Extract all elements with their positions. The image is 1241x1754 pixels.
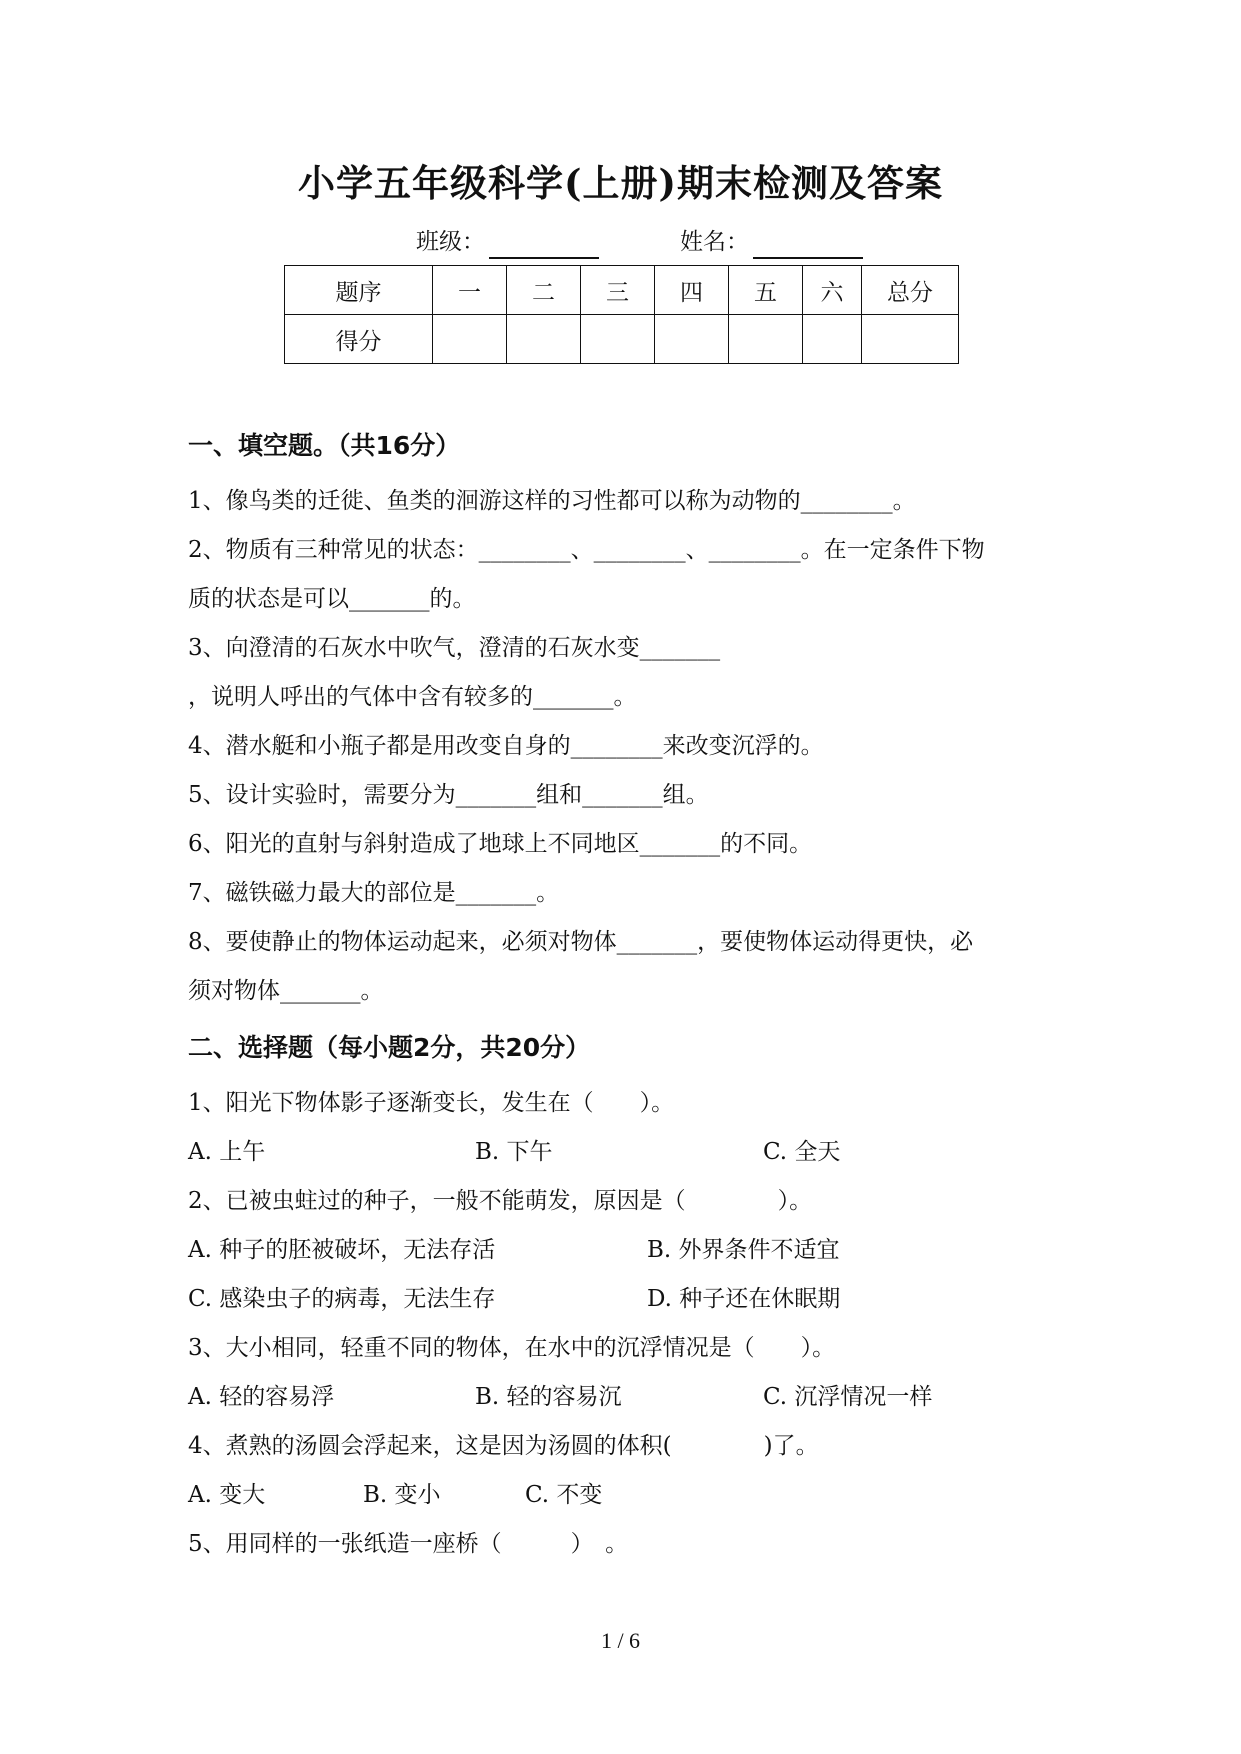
score-header-cell: 题序 <box>285 266 433 315</box>
name-label: 姓名： <box>680 229 749 255</box>
class-field <box>416 225 599 259</box>
choice-option: B. 外界条件不适宜 <box>647 1237 840 1263</box>
choice-option: A. 上午 <box>188 1139 266 1165</box>
question-stem: 1、阳光下物体影子逐渐变长，发生在（ ）。 <box>188 1090 675 1116</box>
name-field <box>680 225 863 259</box>
fill-blank-line: 3、向澄清的石灰水中吹气，澄清的石灰水变_______ <box>188 635 721 661</box>
score-header-cell: 二 <box>507 266 581 315</box>
fill-blank-line: ，说明人呼出的气体中含有较多的_______。 <box>188 684 637 710</box>
section-2-heading: 二、选择题（每小题2分，共20分） <box>188 1033 591 1062</box>
score-cell[interactable] <box>433 315 507 364</box>
page-number: 1 / 6 <box>600 1628 641 1653</box>
fill-blank-line: 2、物质有三种常见的状态：________、________、________。在一定条件下物 <box>188 537 985 563</box>
choice-option: B. 下午 <box>475 1139 553 1165</box>
score-header-cell: 三 <box>581 266 655 315</box>
choice-option: A. 种子的胚被破坏，无法存活 <box>188 1237 496 1263</box>
fill-blank-line: 7、磁铁磁力最大的部位是_______。 <box>188 880 560 906</box>
score-cell[interactable] <box>507 315 581 364</box>
fill-blank-line: 须对物体_______。 <box>188 978 384 1004</box>
score-cell[interactable] <box>862 315 959 364</box>
score-header-cell: 五 <box>729 266 803 315</box>
score-table-score-row <box>285 315 959 364</box>
score-header-cell: 一 <box>433 266 507 315</box>
choice-option: C. 感染虫子的病毒，无法生存 <box>188 1286 496 1312</box>
choice-option: C. 全天 <box>763 1139 841 1165</box>
choice-option: A. 变大 <box>188 1482 266 1508</box>
name-blank[interactable] <box>753 231 863 259</box>
score-header-cell: 六 <box>803 266 862 315</box>
fill-blank-line: 8、要使静止的物体运动起来，必须对物体_______，要使物体运动得更快，必 <box>188 929 974 955</box>
choice-option: B. 变小 <box>363 1482 441 1508</box>
fill-blank-line: 5、设计实验时，需要分为_______组和_______组。 <box>188 782 709 808</box>
class-label: 班级： <box>416 229 485 255</box>
fill-blank-line: 1、像鸟类的迁徙、鱼类的洄游这样的习性都可以称为动物的________。 <box>188 488 916 514</box>
question-stem: 3、大小相同，轻重不同的物体，在水中的沉浮情况是（ ）。 <box>188 1335 836 1361</box>
score-cell[interactable] <box>581 315 655 364</box>
fill-blank-line: 质的状态是可以_______的。 <box>188 586 476 612</box>
score-cell[interactable] <box>803 315 862 364</box>
choice-option: D. 种子还在休眠期 <box>647 1286 841 1312</box>
fill-blank-line: 6、阳光的直射与斜射造成了地球上不同地区_______的不同。 <box>188 831 813 857</box>
score-table <box>284 265 959 364</box>
class-blank[interactable] <box>489 231 599 259</box>
question-stem: 4、煮熟的汤圆会浮起来，这是因为汤圆的体积( )了。 <box>188 1433 819 1459</box>
section-1-heading: 一、填空题。（共16分） <box>188 431 461 460</box>
score-header-cell: 四 <box>655 266 729 315</box>
question-stem: 2、已被虫蛀过的种子，一般不能萌发，原因是（ ）。 <box>188 1188 813 1214</box>
question-stem: 5、用同样的一张纸造一座桥（ ） 。 <box>188 1531 629 1557</box>
score-cell[interactable] <box>729 315 803 364</box>
choice-option: A. 轻的容易浮 <box>188 1384 335 1410</box>
choice-option: C. 沉浮情况一样 <box>763 1384 933 1410</box>
choice-option: C. 不变 <box>525 1482 603 1508</box>
score-table-header-row <box>285 266 959 315</box>
page-title: 小学五年级科学(上册)期末检测及答案 <box>297 161 943 205</box>
score-cell[interactable] <box>655 315 729 364</box>
score-header-cell: 总分 <box>862 266 959 315</box>
choice-option: B. 轻的容易沉 <box>475 1384 622 1410</box>
fill-blank-line: 4、潜水艇和小瓶子都是用改变自身的________来改变沉浮的。 <box>188 733 824 759</box>
score-row-label: 得分 <box>285 315 433 364</box>
